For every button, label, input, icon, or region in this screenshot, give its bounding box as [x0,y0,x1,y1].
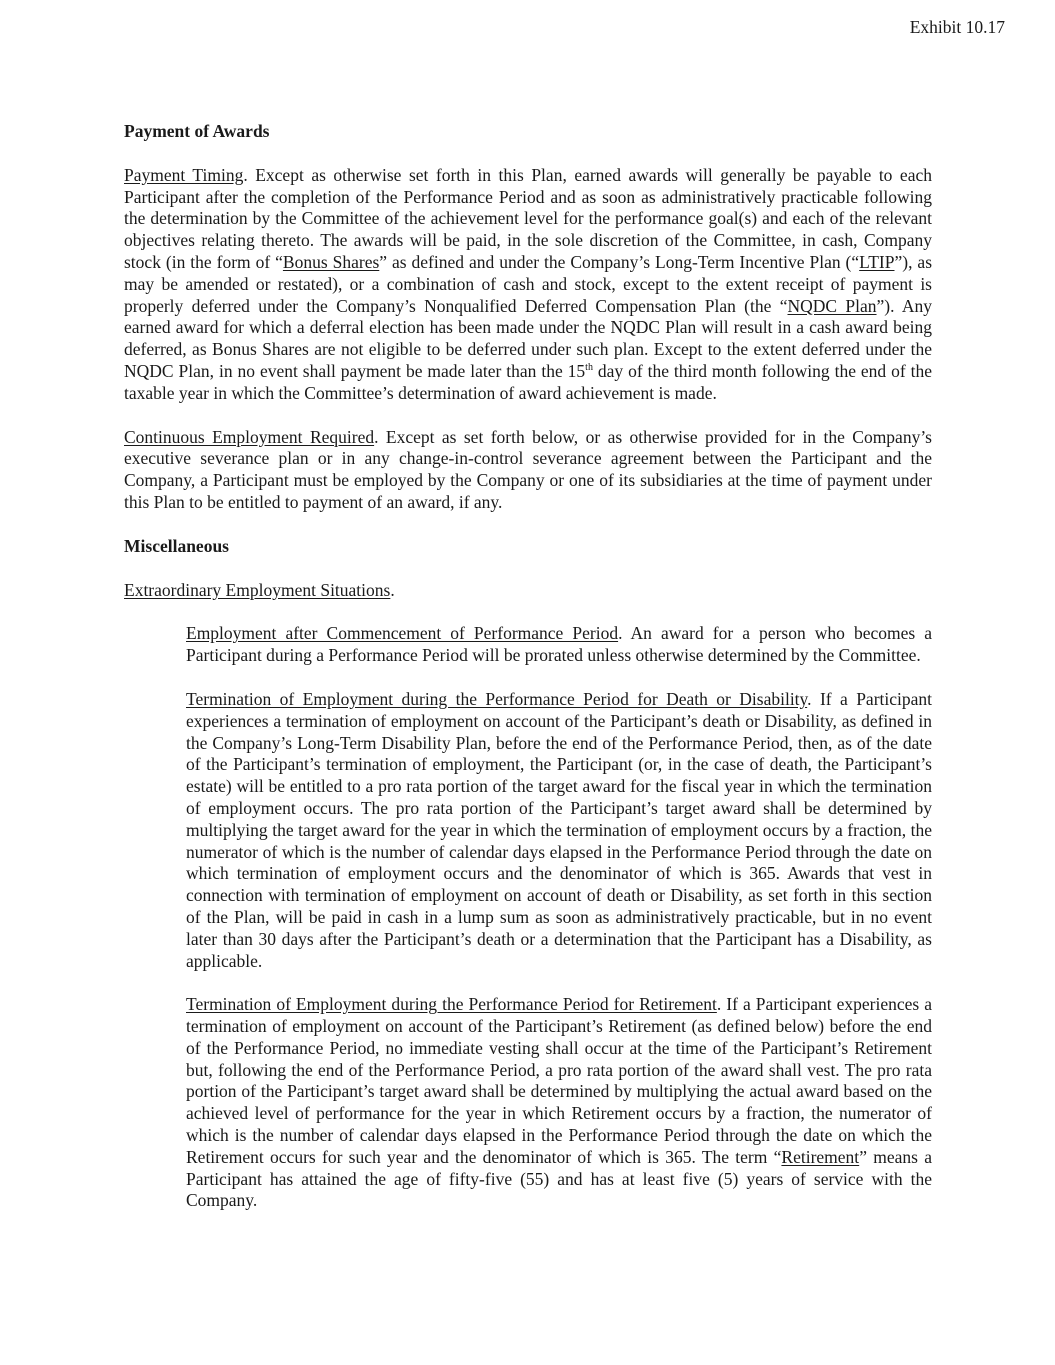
term-employment-after-commencement: Employment after Commencement of Performance Period [186,623,619,644]
paragraph-text: . Except as set forth below, or as otherwise provided for in the Company’s executive severance plan or in any change-in-control severance agreement between the Participant and the Company, a Participant must be employed by the Company or one of its subsidiaries at the time of payment under this Plan to be entitled to payment of an award, if any. [124,426,932,512]
section-heading-miscellaneous: Miscellaneous [124,535,229,556]
paragraph-text: . [390,579,395,600]
paragraph-text: . If a Participant experiences a termination of employment on account of the Participant’s Retirement (as defined below) before the end of the Performance Period, no immediate vesting shall occur at the time of the Participant’s Retirement but, following the end of the Performance Period, a pro rata portion of the award shall vest. The pro rata portion of the Participant’s target award shall be determined by multiplying the actual award based on the achieved level of performance for the year in which Retirement occurs by a fraction, the numerator of which is the number of calendar days elapsed in the Performance Period through the date on which the Retirement occurs for such year and the denominator of which is 365. The term “ [186,994,932,1167]
paragraph-text: . An award for a person who becomes a Participant during a Performance Period will be prorated unless otherwise determined by the Committee. [186,623,932,666]
term-extraordinary-employment: Extraordinary Employment Situations [124,579,391,600]
section-heading-payment-of-awards: Payment of Awards [124,121,270,141]
paragraph-payment-timing [124,165,932,405]
document-body [124,121,932,1212]
term-termination-retirement: Termination of Employment during the Performance Period for Retirement [186,994,717,1015]
paragraph-text: . If a Participant experiences a termination of employment on account of the Participant’s death or Disability, as defined in the Company’s Long-Term Disability Plan, before the end of the Performance Period, then, as of the date of the Participant’s termination of employment, the Participant (or, in the case of death, the Participant’s estate) will be entitled to a pro rata portion of the target award for the fiscal year in which the termination of employment occurs. The pro rata portion of the Participant’s target award shall be determined by multiplying the target award for the year in which the termination of employment occurs by a fraction, the numerator of which is the number of calendar days elapsed in the Performance Period through the date on which termination of employment occurs and the denominator of which is 365. Awards that vest in connection with termination of employment on account of death or Disability, as set forth in this section of the Plan, will be paid in cash in a lump sum as soon as administratively practicable, but in no event later than 30 days after the Participant’s death or a determination that the Participant has a Disability, as applicable. [186,688,933,971]
term-ltip: LTIP [859,251,895,272]
term-bonus-shares: Bonus Shares [282,251,380,272]
term-termination-death-disability: Termination of Employment during the Performance Period for Death or Disability [186,688,808,709]
paragraph-text: . Except as otherwise set forth in this Plan, earned awards will generally be payable to each Participant after the completion of the Performance Period and as soon as administratively practicable following the determination by the Committee of the achievement level for the performance goal(s) and each of the relevant objectives relating thereto. The awards will be paid, in the sole discretion of the Committee, in cash, Company stock (in the form of “ [124,164,932,272]
exhibit-label: Exhibit 10.17 [909,17,1005,37]
term-continuous-employment: Continuous Employment Required [124,426,375,447]
paragraph-extraordinary-employment [124,580,932,602]
paragraph-termination-death-disability [186,689,932,972]
paragraph-continuous-employment [124,427,932,514]
paragraph-text: ” as defined and under the Company’s Long-Term Incentive Plan (“ [379,251,860,272]
paragraph-text: ”), as may be amended or restated), or a combination of cash and stock, except to the extent receipt of payment is properly deferred under the Company’s Nonqualified Deferred Compensation Plan (the “ [124,251,933,316]
paragraph-termination-retirement [186,994,932,1212]
term-retirement: Retirement [781,1146,860,1167]
paragraph-text: ”). Any earned award for which a deferral election has been made under the NQDC Plan will result in a cash award being deferred, as Bonus Shares are not eligible to be deferred under such plan. Except to the extent deferred under the NQDC Plan, in no event shall payment be made later than the 15 [124,295,933,381]
paragraph-employment-after-commencement [186,623,932,667]
term-payment-timing: Payment Timing [124,164,244,185]
term-nqdc-plan: NQDC Plan [787,295,877,316]
paragraph-text: day of the third month following the end of the taxable year in which the Committee’s determination of award achievement is made. [124,360,932,403]
paragraph-text: ” means a Participant has attained the age of fifty-five (55) and has at least five (5) years of service with the Company. [186,1146,932,1211]
ordinal-suffix: th [585,361,593,373]
